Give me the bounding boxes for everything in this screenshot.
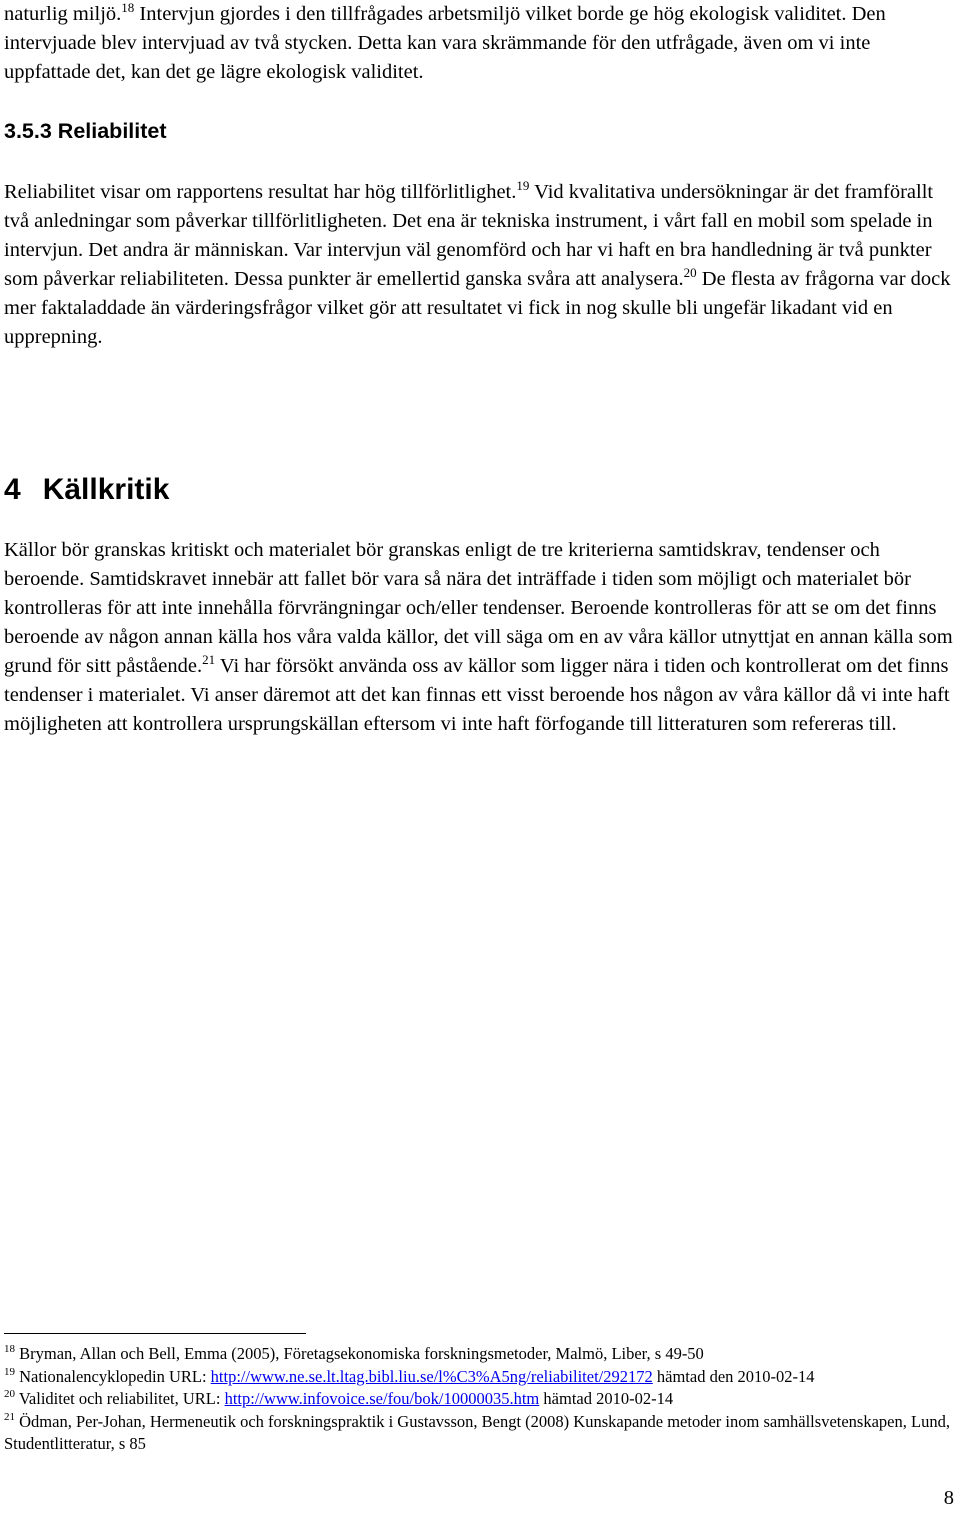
paragraph-text: Källor bör granskas kritiskt och materialet bör granskas enligt de tre kriterierna samtidskrav, tendenser och beroende. Samtidskravet innebär att fallet bör vara så nära det inträffade i tiden som möjligt och materialet bör kontrolleras för att inte innehålla förvrängningar och/eller tendenser. Beroende kontrolleras för att se om det finns beroende av någon annan källa hos våra valda källor, det vill säga om en av våra källor utnyttjat en annan källa som grund för sitt påstående.: [4, 539, 953, 677]
footnote-20: [4, 1388, 956, 1411]
footnote-ref-20[interactable]: 20: [683, 265, 697, 280]
footnotes: [4, 1343, 956, 1456]
footnote-link[interactable]: http://www.ne.se.lt.ltag.bibl.liu.se/l%C3%A5ng/reliabilitet/292172: [210, 1366, 653, 1386]
footnote-text: hämtad 2010-02-14: [539, 1389, 674, 1408]
page-number: 8: [943, 1487, 954, 1509]
footnote-text: Ödman, Per-Johan, Hermeneutik och forskningspraktik i Gustavsson, Bengt (2008) Kunskapande metoder inom samhällsvetenskapen, Lund, Studentlitteratur, s 85: [4, 1411, 950, 1453]
footnote-number: 21: [4, 1410, 15, 1423]
paragraph-text: De flesta av frågorna var dock mer faktaladdade än värderingsfrågor vilket gör att resultatet vi fick in nog skulle bli ungefär likadant vid en upprepning.: [4, 268, 951, 348]
paragraph-text: naturlig miljö.: [4, 3, 122, 25]
footnote-separator: [4, 1333, 306, 1334]
paragraph-text: Vi har försökt använda oss av källor som ligger nära i tiden och kontrollerat om det finns tendenser i materialet. Vi anser däremot att det kan finnas ett visst beroende hos någon av våra källor då vi inte haft möjligheten att kontrollera ursprungskällan eftersom vi inte haft förfogande till litteraturen som refereras till.: [4, 655, 950, 735]
footnote-ref-21[interactable]: 21: [202, 652, 216, 667]
footnote-text: Validitet och reliabilitet, URL:: [15, 1389, 225, 1408]
chapter-title: Källkritik: [42, 473, 170, 506]
footnote-21: [4, 1411, 956, 1456]
chapter-heading-kallkritik: [4, 470, 169, 510]
footnote-text: hämtad den 2010-02-14: [652, 1366, 815, 1386]
paragraph-kallkritik: [4, 536, 956, 739]
footnote-text: Bryman, Allan och Bell, Emma (2005), Företagsekonomiska forskningsmetoder, Malmö, Liber, s 49-50: [15, 1344, 704, 1363]
footnote-text: Nationalencyklopedin URL:: [15, 1366, 211, 1386]
footnote-link[interactable]: http://www.infovoice.se/fou/bok/10000035.htm: [224, 1389, 540, 1408]
paragraph-text: Reliabilitet visar om rapportens resultat har hög tillförlitlighet.: [4, 181, 517, 203]
paragraph-validitet-end: [4, 0, 956, 87]
footnote-ref-18[interactable]: 18: [121, 0, 135, 15]
footnote-number: 20: [4, 1388, 15, 1400]
footnote-19: [4, 1366, 956, 1389]
footnote-number: 18: [4, 1343, 15, 1355]
footnote-ref-19[interactable]: 19: [516, 178, 530, 193]
paragraph-text: Intervjun gjordes i den tillfrågades arbetsmiljö vilket borde ge hög ekologisk validitet. Den intervjuade blev intervjuad av två stycken. Detta kan vara skrämmande för den utfrågade, även om vi inte uppfattade det, kan det ge lägre ekologisk validitet.: [4, 3, 886, 83]
paragraph-reliabilitet: [4, 178, 956, 352]
footnote-number: 19: [4, 1365, 15, 1378]
section-heading-reliabilitet: 3.5.3 Reliabilitet: [4, 119, 167, 143]
paragraph-text: Vid kvalitativa undersökningar är det framförallt två anledningar som påverkar tillförlitligheten. Det ena är tekniska instrument, i vårt fall en mobil som spelade in intervjun. Det andra är människan. Var intervjun väl genomförd och har vi haft en bra handledning är två punkter som påverkar reliabiliteten. Dessa punkter är emellertid ganska svåra att analysera.: [4, 181, 934, 290]
footnote-18: [4, 1343, 956, 1366]
chapter-number: 4: [4, 473, 21, 506]
